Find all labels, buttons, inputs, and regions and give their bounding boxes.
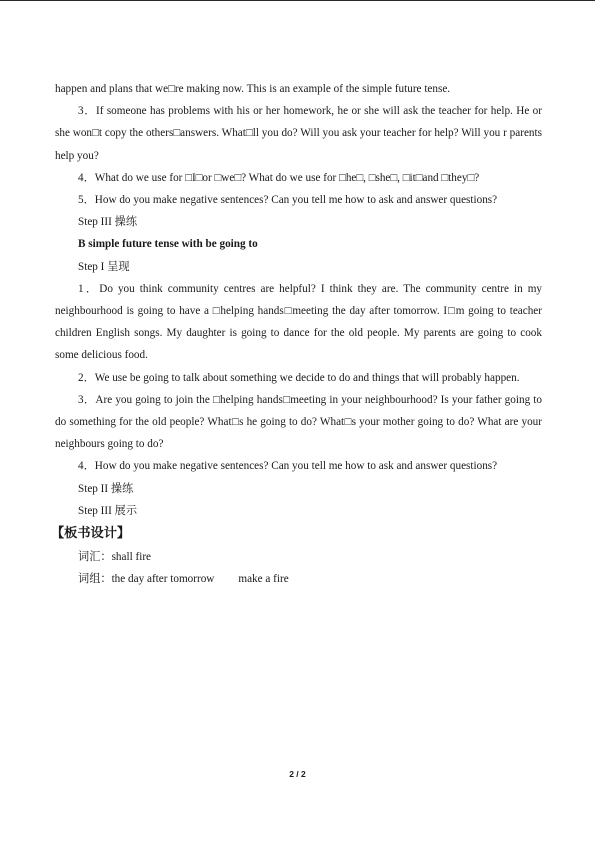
paragraph: 5．How do you make negative sentences? Can you tell me how to ask and answer questions? (78, 194, 498, 207)
vocabulary-line: 词汇：shall fire (78, 551, 152, 564)
paragraph: 3．Are you going to join the □helping hands□meeting in your neighbourhood? Is your father going to do something for the old people? What□s he going to do? What□s your mother going to do? What are your neighbours going to do? (55, 393, 542, 451)
phrase-line (55, 568, 542, 590)
paragraph: happen and plans that we□re making now. This is an example of the simple future tense. (55, 83, 451, 95)
step-label: Step III 展示 (78, 504, 138, 517)
document-body (51, 78, 542, 590)
section-heading: B simple future tense with be going to (78, 238, 258, 251)
step-label: Step III 操练 (78, 216, 138, 229)
paragraph: 1．Do you think community centres are helpful? I think they are. The community centre in my neighbourhood is going to have a □helping hands□meeting the day after tomorrow. I□m going to teacher children English songs. My daughter is going to dance for the old people. My parents are going to cook some delicious food. (55, 282, 542, 362)
paragraph: 3．If someone has problems with his or her homework, he or she will ask the teacher for help. He or she won□t copy the others□answers. What□ll you do? Will you ask your teacher for help? Will you r parents help you? (55, 105, 542, 162)
paragraph: 2．We use be going to talk about something we decide to do and things that will probably happen. (78, 371, 520, 384)
step-label: Step I 呈现 (78, 260, 130, 273)
page-number: 2 / 2 (289, 769, 306, 779)
board-design-title: 【板书设计】 (51, 526, 131, 542)
paragraph: 4．What do we use for □I□or □we□? What do we use for □he□, □she□, □it□and □they□? (78, 171, 480, 184)
paragraph: 4．How do you make negative sentences? Can you tell me how to ask and answer questions? (78, 460, 498, 473)
page-top-rule (0, 0, 595, 1)
phrase-line-second: make a fire (238, 573, 289, 586)
step-label: Step II 操练 (78, 482, 134, 495)
phrase-line-first: 词组：the day after tomorrow (78, 573, 215, 586)
paragraph-list (55, 78, 542, 522)
